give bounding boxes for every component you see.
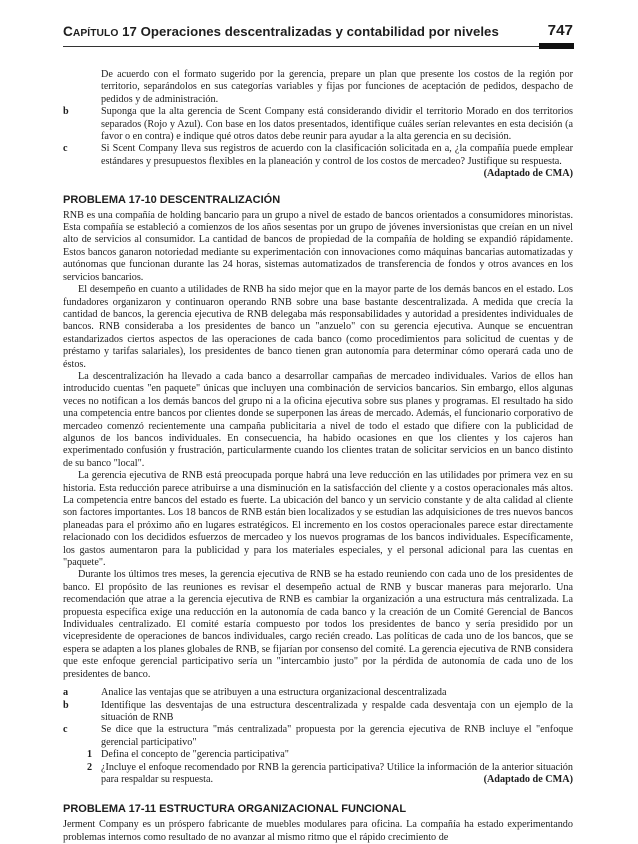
- question-b: [63, 700, 573, 725]
- intro-item-c: [63, 143, 573, 180]
- chapter-word: APÍTULO: [72, 28, 119, 39]
- citation: (Adaptado de CMA): [483, 168, 573, 180]
- item-label: c: [63, 143, 68, 155]
- header-rule: [63, 46, 539, 47]
- subquestion-label: 2: [87, 761, 93, 773]
- question-c: [63, 724, 573, 749]
- problem-17-10-paragraph-4: La gerencia ejecutiva de RNB está preocupada porque habrá una leve reducción en las utilidades por primera vez en su historia. Esta reducción parece atribuirse a una disminución en la satisfacción del cliente y a costos operacionales más altos. La competencia entre bancos del estado es fuerte. La ubicación del banco y un servicio constante y de alta calidad al cliente son factores importantes. Los 18 bancos de RNB están bien localizados y se estudian las adquisiciones de tres nuevos bancos planeadas para el próximo año en lugares estratégicos. El incremento en los costos operacionales parece estar directamente relacionado con los decididos esfuerzos de mercadeo y los nuevos programas de los bancos individuales. Específicamente, los gastos aumentaron para la publicidad y para los materiales especiales, y el personal adicional para las cuentas en "paquete".: [63, 470, 573, 569]
- item-text: De acuerdo con el formato sugerido por la gerencia, prepare un plan que presente los costos de la región por territorio, separándolos en sus categorías variables y fijas por funciones de aceptación de pedidos, despacho de pedidos y de administración.: [101, 69, 573, 105]
- problem-17-10-paragraph-5: Durante los últimos tres meses, la gerencia ejecutiva de RNB se ha estado reuniendo con cada uno de los presidentes de banco. El propósito de las reuniones es revisar el desempeño actual de RNB y buscar maneras para mejorarlo. Una recomendación que atrae a la gerencia ejecutiva de RNB es cambiar la organización a una estructura más centralizada. La propuesta específica exige una reducción en la autonomía de cada banco y la creación de un Comité Gerencial de Bancos Individuales centralizado. El comité estaría compuesto por todos los presidentes de banco y sería presidido por un vicepresidente de operaciones de bancos individuales, cargo recién creado. Las políticas de cada uno de los bancos, que se espera se adapten a los planes globales de RNB, se fijarían por consenso del comité. La gerencia ejecutiva de RNB considera que este enfoque gerencial participativo sería un "intercambio justo" por la pérdida de autonomía de cada uno de los presidentes de banco.: [63, 569, 573, 680]
- subquestion-text: Defina el concepto de "gerencia participativa": [101, 749, 289, 761]
- intro-item-b: [63, 106, 573, 143]
- problem-17-10-paragraph-2: El desempeño en cuanto a utilidades de RNB ha sido mejor que en la mayor parte de los demás bancos en el estado. Los fundadores organizaron y continuaron operando RNB sobre una base bastante descentralizada. A medida que crecía la cantidad de bancos, la gerencia ejecutiva de RNB delegaba más responsabilidades y autoridad a presidentes individuales de bancos. RNB consideraba a los presidentes de banco un "anzuelo" con su gerencia ejecutiva. Aunque se encuentran estandarizados ciertos aspectos de las operaciones de cada banco (como procedimientos para solicitud de cuentas y de préstamo y tarifas salariales), los presidentes de banco tienen gran autonomía para determinar cómo operará cada uno de éstos.: [63, 284, 573, 370]
- problem-17-10-paragraph-3: La descentralización ha llevado a cada banco a desarrollar campañas de mercadeo individuales. Varios de ellos han introducido cuentas "en paquete" únicas que incluyen una combinación de servicios bancarios. Sin embargo, ellos algunas veces no notifican a los demás bancos del grupo ni a la oficina ejecutiva sobre sus planes y programas. El resultado ha sido una competencia entre bancos por clientes donde se superponen las áreas de mercado. Además, el funcionario corporativo de mercadeo comenzó recientemente una campaña publicitaria a nivel de todo el estado que difiere con la publicidad de algunos de los bancos individuales. En consecuencia, ha habido ocasiones en que los clientes y los cajeros han experimentado confusión y frustración, particularmente cuando los clientes tratan de solicitar servicios en un banco distinto de su banco "local".: [63, 370, 573, 469]
- chapter-heading: 17 Operaciones descentralizadas y contabilidad por niveles: [122, 24, 499, 39]
- question-label: a: [63, 687, 69, 699]
- question-text: Analice las ventajas que se atribuyen a una estructura organizacional descentralizada: [101, 687, 447, 699]
- question-label: b: [63, 699, 69, 711]
- intro-item-a: [63, 69, 573, 106]
- problem-17-11-title: PROBLEMA 17-11 ESTRUCTURA ORGANIZACIONAL FUNCIONAL: [63, 803, 407, 816]
- subquestion-text: ¿Incluye el enfoque recomendado por RNB la gerencia participativa? Utilice la información de la anterior situación para respaldar su respuesta. (Adaptado de CMA): [101, 761, 573, 785]
- running-header: [63, 22, 573, 46]
- problem-17-10-title: PROBLEMA 17-10 DESCENTRALIZACIÓN: [63, 193, 281, 206]
- problem-17-11-paragraph: Jerment Company es un próspero fabricante de muebles modulares para oficina. La compañía ha estado experimentando problemas internos como resultado de no avanzar al mismo ritmo que el rápido crecimiento de: [63, 819, 573, 843]
- subquestion-label: 1: [87, 749, 93, 761]
- item-label: b: [63, 106, 69, 118]
- question-a: [63, 687, 573, 699]
- header-rule-bar: [539, 43, 574, 49]
- question-text: Se dice que la estructura "más centralizada" propuesta por la gerencia ejecutiva de RNB incluye el "enfoque gerencial participativo": [101, 724, 573, 748]
- page-number: 747: [547, 22, 573, 39]
- item-text: Si Scent Company lleva sus registros de acuerdo con la clasificación solicitada en a, ¿la compañía puede emplear estándares y presupuestos flexibles en la planeación y control de los costos de mercadeo? Justifique su respuesta. (Adaptado de CMA): [101, 143, 573, 180]
- question-text: Identifique las desventajas de una estructura descentralizada y respalde cada desventaja con un ejemplo de la situación de RNB: [101, 699, 573, 723]
- chapter-initial: C: [63, 24, 73, 39]
- problem-17-10-paragraph-1: RNB es una compañía de holding bancario para un grupo a nivel de estado de bancos orientados a consumidores minoristas. Esta compañía se estableció a comienzos de los años sesentas por un grupo de jóvenes inversionistas que creían en un nivel alto de servicios al consumidor. La cantidad de bancos de propiedad de la compañía de holding se expandió rápidamente. Estos bancos ganaron notoriedad mediante su experimentación con innovaciones como máquinas bancarias automatizadas y autónomas que funcionan durante las 24 horas, sistemas automatizados de transferencia de fondos y otros avances en los servicios bancarios.: [63, 209, 573, 283]
- subquestion-1: [63, 749, 573, 761]
- page-content: [63, 69, 573, 844]
- chapter-title: [63, 24, 499, 39]
- question-label: c: [63, 724, 68, 736]
- item-text: Suponga que la alta gerencia de Scent Company está considerando dividir el territorio Morado en dos territorios separados (Rojo y Azul). Con base en los datos presentados, identifique cuáles serían relevantes en esta decisión (a favor o en contra) e indique qué otros datos debe reunir para ayudar a la alta gerencia en su decisión.: [101, 106, 573, 143]
- citation: (Adaptado de CMA): [483, 773, 573, 785]
- subquestion-2: [63, 762, 573, 787]
